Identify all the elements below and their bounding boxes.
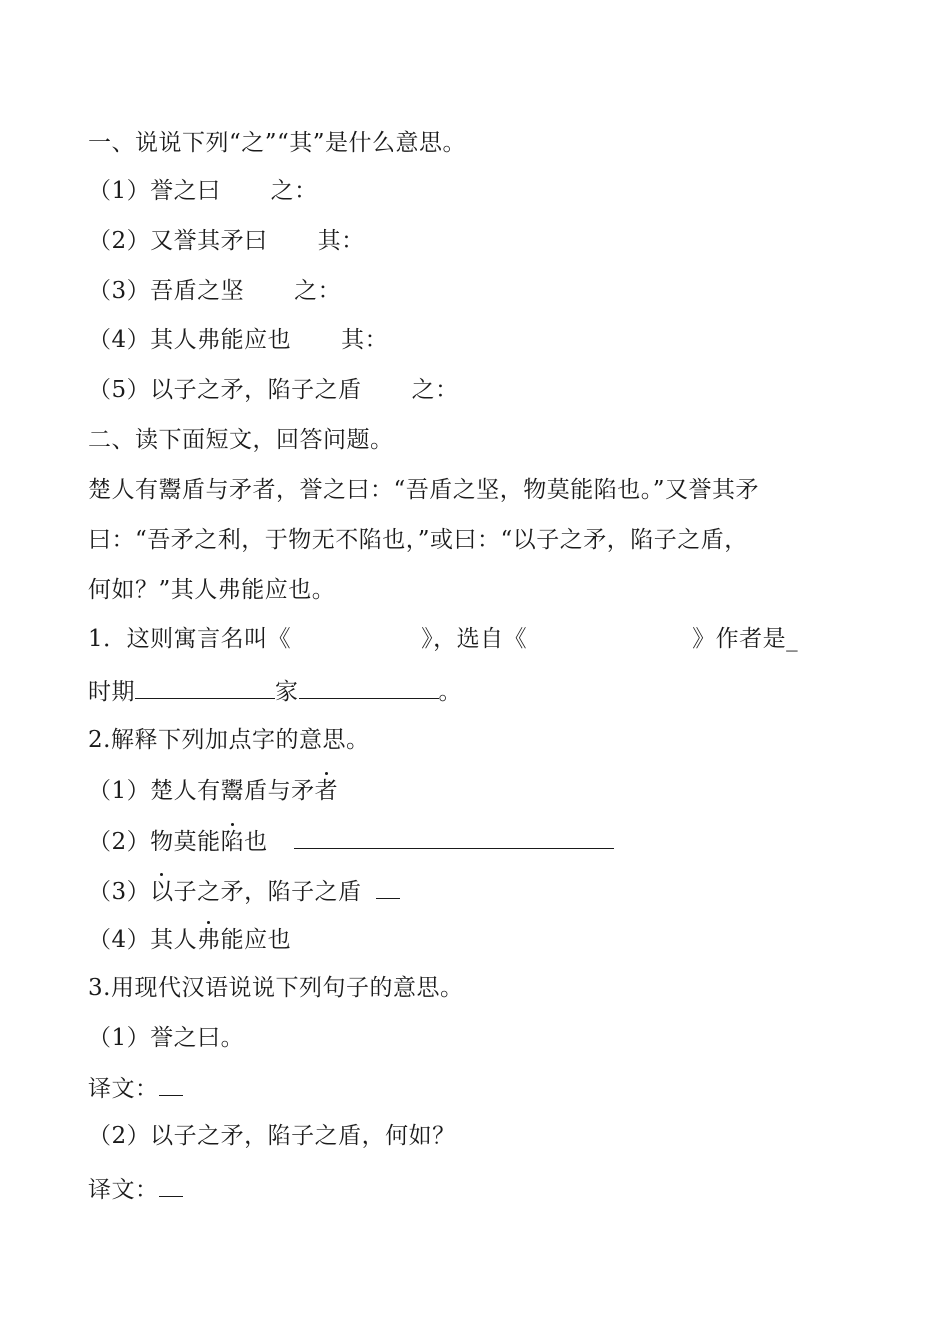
q2-item-2 — [88, 826, 614, 857]
item-target: 之： — [270, 178, 318, 204]
question-3-heading: 3.用现代汉语说说下列句子的意思。 — [88, 975, 464, 1001]
answer-blank[interactable] — [135, 676, 275, 699]
part1-item-3 — [88, 276, 341, 306]
dotted-char: 陷 — [220, 829, 245, 855]
q2-item-4 — [88, 925, 291, 955]
q2-item-text: （1）楚人有鬻盾与矛 — [88, 778, 315, 804]
q3-sentence-1: （1）誉之曰。 — [88, 1025, 245, 1051]
translation-label: 译文： — [88, 1177, 159, 1203]
item-target: 其： — [317, 228, 365, 254]
question-1-line-2 — [88, 676, 462, 707]
translation-label: 译文： — [88, 1076, 159, 1102]
answer-blank[interactable] — [299, 676, 439, 699]
q2-item-1 — [88, 776, 338, 806]
answer-blank[interactable] — [159, 1174, 183, 1197]
answer-blank[interactable] — [159, 1073, 183, 1096]
item-sentence: （5）以子之矛，陷子之盾 — [88, 377, 362, 403]
dotted-char: 弗 — [197, 927, 221, 953]
item-target: 之： — [411, 377, 459, 403]
q2-item-text: 子之矛，陷子之盾 — [173, 879, 362, 905]
passage-line-2: 曰：“吾矛之利，于物无不陷也，”或曰：“以子之矛，陷子之盾， — [88, 527, 748, 553]
q2-item-3 — [88, 876, 400, 907]
item-sentence: （3）吾盾之坚 — [88, 278, 245, 304]
q1-text-c: 》作者是_ — [692, 626, 799, 652]
dotted-char: 以 — [150, 879, 174, 905]
dotted-char: 者 — [314, 778, 339, 804]
part1-heading: 一、说说下列“之”“其”是什么意思。 — [88, 130, 467, 156]
q1-text-a: 1．这则寓言名叫《 — [88, 626, 292, 652]
q2-item-text: 能应也 — [220, 927, 292, 953]
part1-item-4 — [88, 325, 388, 355]
part1-item-5 — [88, 375, 459, 405]
item-sentence: （1）誉之曰 — [88, 178, 221, 204]
q2-item-text: （2）物莫能 — [88, 829, 221, 855]
answer-blank[interactable] — [376, 876, 400, 899]
q2-item-text: 也 — [244, 829, 268, 855]
q3-translation-2 — [88, 1174, 183, 1205]
q3-translation-1 — [88, 1073, 183, 1104]
question-2-heading: 2.解释下列加点字的意思。 — [88, 727, 370, 753]
item-sentence: （2）又誉其矛曰 — [88, 228, 268, 254]
item-target: 其： — [341, 327, 389, 353]
q2-item-text: （3） — [88, 879, 151, 905]
question-1-line-1 — [88, 624, 798, 654]
q1-text-d: 时期 — [88, 679, 135, 705]
q1-text-f: 。 — [438, 679, 462, 705]
q2-item-text: （4）其人 — [88, 927, 198, 953]
answer-blank[interactable] — [294, 826, 614, 849]
passage-line-1: 楚人有鬻盾与矛者，誉之曰：“吾盾之坚，物莫能陷也。”又誉其矛 — [88, 477, 760, 503]
passage-line-3: 何如？”其人弗能应也。 — [88, 577, 336, 603]
q1-text-b: 》，选自《 — [421, 626, 528, 652]
item-sentence: （4）其人弗能应也 — [88, 327, 292, 353]
q1-text-e: 家 — [275, 679, 299, 705]
part1-item-2 — [88, 226, 365, 256]
part2-heading: 二、读下面短文，回答问题。 — [88, 427, 394, 453]
q3-sentence-2: （2）以子之矛，陷子之盾，何如？ — [88, 1123, 456, 1149]
part1-item-1 — [88, 176, 318, 206]
item-target: 之： — [294, 278, 342, 304]
